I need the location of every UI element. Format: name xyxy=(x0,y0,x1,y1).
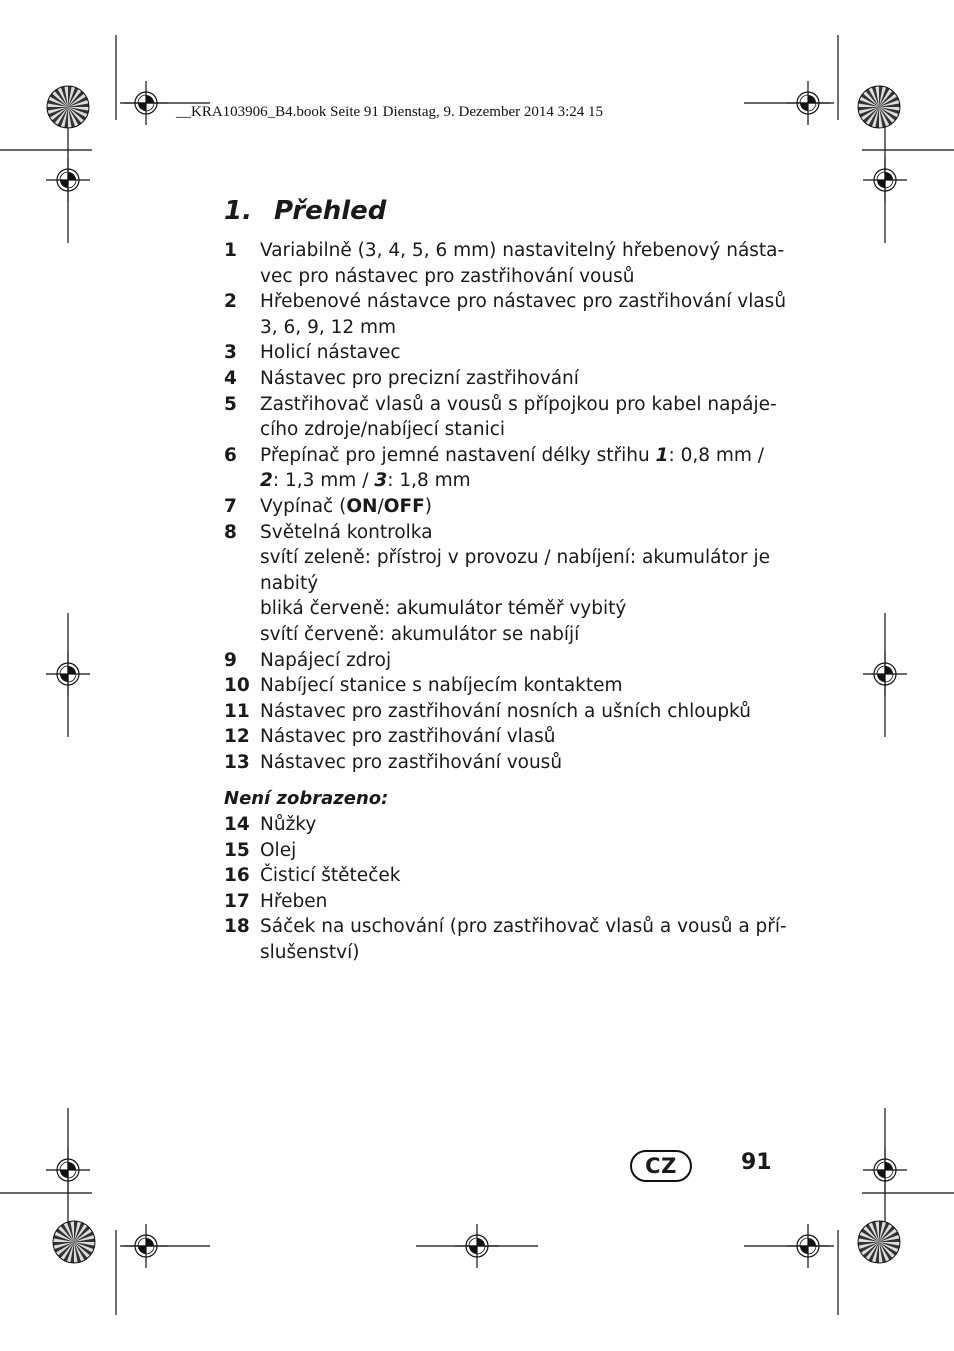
item-number: 11 xyxy=(224,700,250,722)
page-number: 91 xyxy=(741,1150,772,1175)
language-badge: CZ xyxy=(630,1150,692,1182)
list-item xyxy=(224,699,769,725)
item-number: 3 xyxy=(224,342,237,364)
item-number: 6 xyxy=(224,444,237,466)
item-number: 18 xyxy=(224,916,250,938)
item-number: 15 xyxy=(224,839,250,861)
list-item xyxy=(224,724,769,750)
item-number: 16 xyxy=(224,865,250,887)
item-text: Nabíjecí stanice s nabíjecím kontaktem xyxy=(260,675,623,697)
item-number: 4 xyxy=(224,367,237,389)
not-shown-heading: Není zobrazeno: xyxy=(224,788,389,809)
item-text: svítí červeně: akumulátor se nabíjí xyxy=(260,623,580,645)
item-text: : 0,8 mm / xyxy=(668,444,765,466)
item-text: Nástavec pro precizní zastřihování xyxy=(260,367,579,389)
item-number: 14 xyxy=(224,814,250,835)
section-number: 1. xyxy=(224,196,252,226)
item-number: 2 xyxy=(224,291,237,313)
item-number: 13 xyxy=(224,751,250,773)
list-item xyxy=(224,914,787,965)
item-text: svítí zeleně: přístroj v provozu / nabíjení: akumulátor je xyxy=(260,547,770,569)
not-shown-list xyxy=(224,812,787,966)
on-label: ON xyxy=(346,495,378,517)
item-text: / xyxy=(377,495,384,517)
parts-list xyxy=(224,238,787,775)
item-number: 17 xyxy=(224,890,250,912)
item-text-line xyxy=(260,468,769,494)
list-item xyxy=(224,366,769,392)
item-text: Variabilně (3, 4, 5, 6 mm) nastavitelný hřebenový násta- xyxy=(260,240,785,261)
item-text: 3, 6, 9, 12 mm xyxy=(260,316,397,338)
item-text: Hřeben xyxy=(260,890,328,912)
book-file-header: __KRA103906_B4.book Seite 91 Dienstag, 9. Dezember 2014 3:24 15 xyxy=(176,104,604,120)
item-text: Zastřihovač vlasů a vousů s přípojkou pro kabel napáje- xyxy=(260,393,777,415)
item-text: Nástavec pro zastřihování vousů xyxy=(260,751,563,773)
item-text: : 1,8 mm xyxy=(387,470,471,492)
list-item xyxy=(224,340,769,366)
item-text: nabitý xyxy=(260,572,319,594)
item-text: : 1,3 mm / xyxy=(272,470,375,492)
item-text-line xyxy=(260,443,769,469)
item-text: Vypínač ( xyxy=(260,495,347,517)
item-number: 12 xyxy=(224,726,250,748)
item-text: Nástavec pro zastřihování vlasů xyxy=(260,726,556,748)
list-item xyxy=(224,238,785,289)
item-text: Čisticí štěteček xyxy=(260,865,401,887)
list-item xyxy=(224,863,769,889)
list-item xyxy=(224,392,777,443)
setting-label-3: 3 xyxy=(374,470,388,492)
item-number: 10 xyxy=(224,675,250,697)
list-item xyxy=(224,520,769,648)
setting-label-1: 1 xyxy=(655,444,669,466)
list-item xyxy=(224,289,787,340)
section-title-text: Přehled xyxy=(274,196,387,226)
list-item xyxy=(224,889,769,915)
item-text: Napájecí zdroj xyxy=(260,649,392,671)
list-item xyxy=(224,494,769,520)
list-item xyxy=(224,673,769,699)
list-item xyxy=(224,443,769,494)
item-text: Přepínač pro jemné nastavení délky střihu xyxy=(260,444,656,466)
item-text: Holicí nástavec xyxy=(260,342,401,364)
item-text: Světelná kontrolka xyxy=(260,521,433,543)
item-text: Nůžky xyxy=(260,814,317,835)
item-text-line xyxy=(260,494,769,520)
list-item xyxy=(224,750,769,776)
list-item xyxy=(224,838,769,864)
item-text: Nástavec pro zastřihování nosních a ušních chloupků xyxy=(260,700,751,722)
item-number: 8 xyxy=(224,521,237,543)
setting-label-2: 2 xyxy=(260,470,273,492)
item-number: 7 xyxy=(224,495,237,517)
item-number: 1 xyxy=(224,240,237,261)
item-text: cího zdroje/nabíjecí stanici xyxy=(260,419,506,441)
item-number: 5 xyxy=(224,393,237,415)
section-title xyxy=(224,196,386,226)
item-text: Sáček na uschování (pro zastřihovač vlasů a vousů a pří- xyxy=(260,916,787,938)
list-item xyxy=(224,812,769,838)
off-label: OFF xyxy=(383,495,425,517)
item-text: slušenství) xyxy=(260,941,360,963)
item-text: Olej xyxy=(260,839,297,861)
list-item xyxy=(224,648,769,674)
item-number: 9 xyxy=(224,649,237,671)
item-text: vec pro nástavec pro zastřihování vousů xyxy=(260,265,635,287)
item-text: ) xyxy=(424,495,433,517)
item-text: bliká červeně: akumulátor téměř vybitý xyxy=(260,598,627,620)
item-text: Hřebenové nástavce pro nástavec pro zastřihování vlasů xyxy=(260,291,787,313)
